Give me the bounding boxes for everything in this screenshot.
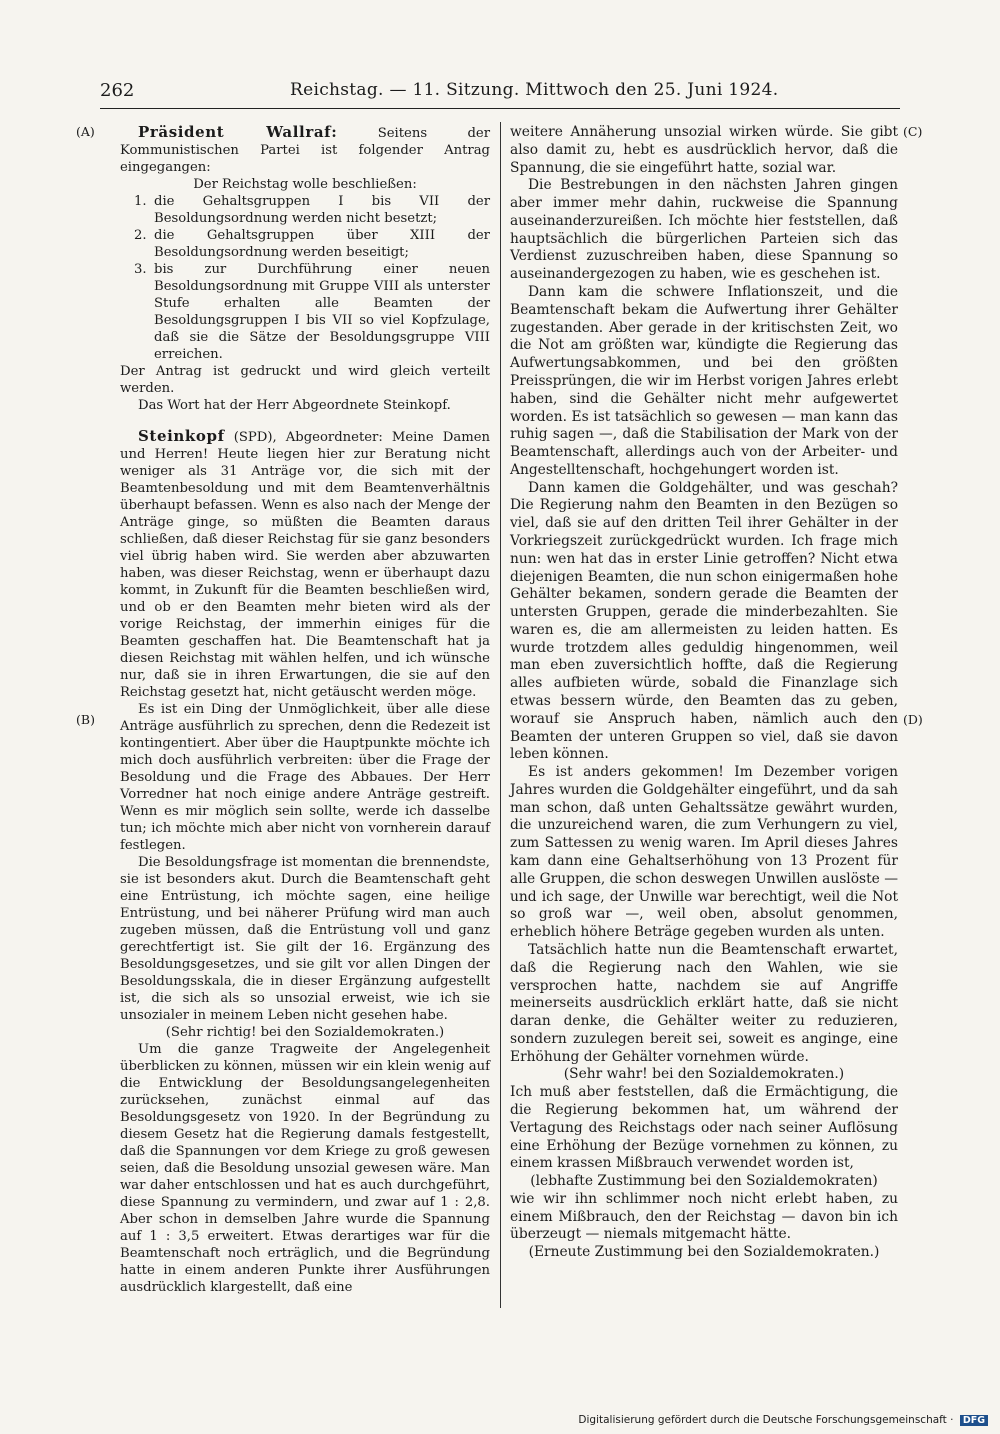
paragraph-text: Seitens der Kommunistischen Partei ist folgender Antrag eingegangen: [120,126,491,175]
paragraph: Es ist ein Ding der Unmöglichkeit, über alle diese Anträge ausführlich zu sprechen, denn die Redezeit ist kontingentiert. Aber über die Hauptpunkte möchte ich mich doch ausführlich verbreiten: über die Frage der Besoldung und die Frage des Abbaues. Der Herr Vorredner hat noch einige andere Anträge gestreift. Wenn es mir möglich sein sollte, werde ich dasselbe tun; ich möchte mich aber nicht von vornherein darauf festlegen. [120,702,490,853]
footer-credit: Digitalisierung gefördert durch die Deutsche Forschungsgemeinschaft · DFG [578,1414,988,1426]
page-header [100,80,900,109]
paragraph: Um die ganze Tragweite der Angelegenheit überblicken zu können, müssen wir ein klein wenig auf die Entwicklung der Besoldungsangelegenheiten zurücksehen, zunächst einmal auf das Besoldungsgesetz von 1920. In der Begründung zu diesem Gesetz hat die Regierung damals festgestellt, daß die Spannungen vor dem Kriege zu groß gewesen seien, daß die Besoldung unsozial gewesen wäre. Man war daher entschlossen und hat es auch durchgeführt, diese Spannung zu vermindern, und zwar auf 1 : 2,8. Aber schon in demselben Jahre wurde die Spannung auf 1 : 3,5 erweitert. Etwas derartiges war für die Beamtenschaft noch erträglich, und die Begründung hatte in einem anderen Punkte ihrer Ausführungen ausdrücklich klargestellt, daß eine [120,1042,490,1295]
margin-mark-c: (C) [903,124,923,139]
interjection: (Erneute Zustimmung bei den Sozialdemokraten.) [528,1244,880,1261]
paragraph: Der Antrag ist gedruckt und wird gleich verteilt werden. [120,364,490,396]
interjection: (Sehr wahr! bei den Sozialdemokraten.) [563,1066,845,1083]
motion-number: 3. [134,262,147,277]
motion-number: 2. [134,228,147,243]
president-statement [120,124,490,176]
paragraph-text: (SPD), Abgeordneter: Meine Damen und Herren! Heute liegen hier zur Beratung nicht weniger als 31 Anträge vor, die sich mit der Beamtenbesoldung und mit dem Beamtenverhältnis überhaupt befassen. Wenn es also nach der Menge der Anträge ginge, so müßten die Beamten daraus schließen, daß dieser Reichstag für sie ganz besonders viel übrig haben wird. Sie werden aber abzuwarten haben, was dieser Reichstag, wenn er überhaupt dazu kommt, in Zukunft für die Beamten beschließen wird, und ob er den Beamten mehr bieten wird als der vorige Reichstag, der immerhin einiges für die Beamten geschaffen hat. Die Beamtenschaft hat ja diesen Reichstag mit wählen helfen, und ich wünsche nur, daß sie in ihren Erwartungen, die sie auf den Reichstag gesetzt hat, nicht getäuscht werden möge. [120,430,490,700]
left-column [120,124,490,1296]
motion-text: die Gehaltsgruppen I bis VII der Besoldungsordnung werden nicht besetzt; [154,194,490,226]
interjection: (lebhafte Zustimmung bei den Sozialdemokraten) [530,1173,878,1190]
motion-item [134,193,490,227]
column-divider [500,122,501,1308]
margin-mark-b: (B) [76,712,95,727]
motion-item [134,227,490,261]
footer-text: Digitalisierung gefördert durch die Deutsche Forschungsgemeinschaft [578,1414,947,1426]
paragraph: Die Bestrebungen in den nächsten Jahren gingen aber immer mehr dahin, ruckweise die Spannung auseinanderzureißen. Ich möchte hier feststellen, daß hauptsächlich die bürgerlichen Parteien sich das Verdienst zuzuschreiben haben, diese Spannung so auseinandergezogen zu haben, wie es geschehen ist. [510,177,898,283]
motion-item [134,261,490,363]
steinkopf-speech-opening [120,428,490,701]
page-number: 262 [100,80,135,101]
motion-text: die Gehaltsgruppen über XIII der Besoldungsordnung werden beseitigt; [154,228,490,260]
paragraph: Dann kamen die Goldgehälter, und was geschah? Die Regierung nahm den Beamten in den Bezügen so viel, daß sie auf den dritten Teil ihrer Gehälter in der Vorkriegszeit zurückgedrückt wurden. Ich frage mich nun: wen hat das in erster Linie getroffen? Nicht etwa diejenigen Beamten, die nun schon einigermaßen hohe Gehälter bekamen, sondern gerade die Beamten der untersten Gruppen, gerade die minderbezahlten. Sie waren es, die am allermeisten zu leiden hatten. Es wurde trotzdem alles geduldig hingenommen, weil man eben zuversichtlich hoffte, daß die Regierung alles aufbieten würde, sobald die Finanzlage sich etwas bessern würde, den Beamten das zu geben, worauf sie Anspruch haben, nämlich auch den Beamten der unteren Gruppen so viel, daß sie davon leben können. [510,479,898,763]
dfg-logo: DFG [960,1415,988,1426]
interjection: (Sehr richtig! bei den Sozialdemokraten.) [165,1025,445,1040]
paragraph: Dann kam die schwere Inflationszeit, und die Beamtenschaft bekam die Aufwertung ihrer Gehälter zugestanden. Aber gerade in der kritischsten Zeit, wo die Not am größten war, kündigte die Regierung das Aufwertungsabkommen, und bei den größten Preissprüngen, die wir im Herbst vorigen Jahres erlebt haben, sind die Gehälter nicht mehr aufgewertet worden. Es ist tatsächlich so gewesen — man kann das ruhig sagen —, daß die Stabilisation der Mark von der Beamtenschaft, allerdings auch von der Arbeiter- und Angestelltenschaft, hochgehungert worden ist. [510,284,898,478]
running-title: Reichstag. — 11. Sitzung. Mittwoch den 25. Juni 1924. [290,80,779,100]
motion-intro: Der Reichstag wolle beschließen: [193,177,417,192]
paragraph: Tatsächlich hatte nun die Beamtenschaft erwartet, daß die Regierung nach den Wahlen, wie sie versprochen hatte, nachdem sie auf Angriffe meinerseits ausdrücklich erklärt hatte, daß sie nicht daran denke, die Gehälter weiter zu reduzieren, sondern zuzulegen bereit sei, soweit es anginge, eine Erhöhung der Gehälter vornehmen würde. [510,941,898,1065]
spacer [120,414,490,428]
margin-mark-a: (A) [76,124,95,139]
speaker-name: Steinkopf [138,427,225,445]
paragraph: Die Besoldungsfrage ist momentan die brennendste, sie ist besonders akut. Durch die Beamtenschaft geht eine Entrüstung, ich möchte sagen, eine heilige Entrüstung, und bei näherer Prüfung wird man auch zugeben müssen, daß die Entrüstung voll und ganz gerechtfertigt ist. Sie gilt der 16. Ergänzung des Besoldungsgesetzes, und sie gilt vor allen Dingen der Besoldungsskala, die in dieser Ergänzung aufgestellt ist, die sich als so unsozial erweist, wie ich sie unsozialer in meinem Leben nicht gesehen habe. [120,855,490,1023]
paragraph: Ich muß aber feststellen, daß die Ermächtigung, die die Regierung bekommen hat, um während der Vertagung des Reichstags oder nach seiner Auflösung eine Erhöhung der Bezüge vornehmen zu können, zu einem krassen Mißbrauch verwendet worden ist, [510,1084,898,1172]
right-column [510,124,898,1262]
motion-text: bis zur Durchführung einer neuen Besoldungsordnung mit Gruppe VIII als unterster Stufe erhalten alle Beamten der Besoldungsgruppen I bis VII so viel Kopfzulage, daß sie die Sätze der Besoldungsgruppe VIII erreichen. [154,262,490,362]
paragraph: Das Wort hat der Herr Abgeordnete Steinkopf. [138,398,451,413]
paragraph: weitere Annäherung unsozial wirken würde. Sie gibt also damit zu, hebt es ausdrücklich hervor, daß die Spannung, die sie eingeführt hatte, sozial war. [510,124,898,176]
paragraph: Es ist anders gekommen! Im Dezember vorigen Jahres wurden die Goldgehälter eingeführt, und da sah man schon, daß unten Gehaltssätze gewährt wurden, die unzureichend waren, die zum Verhungern zu viel, zum Sattessen zu wenig waren. Im April dieses Jahres kam dann eine Gehaltserhöhung von 13 Prozent für alle Gruppen, die schon deswegen Unwillen auslöste — und ich sage, der Unwille war berechtigt, weil die Not so groß war —, weil oben, absolut genommen, erheblich höhere Beträge gegeben wurden als unten. [510,764,898,941]
margin-mark-d: (D) [903,712,923,727]
speaker-name: Präsident Wallraf: [138,123,338,141]
motion-list [134,193,490,363]
paragraph: wie wir ihn schlimmer noch nicht erlebt haben, zu einem Mißbrauch, den der Reichstag — davon bin ich überzeugt — niemals mitgemacht hätte. [510,1190,898,1243]
motion-number: 1. [134,194,147,209]
